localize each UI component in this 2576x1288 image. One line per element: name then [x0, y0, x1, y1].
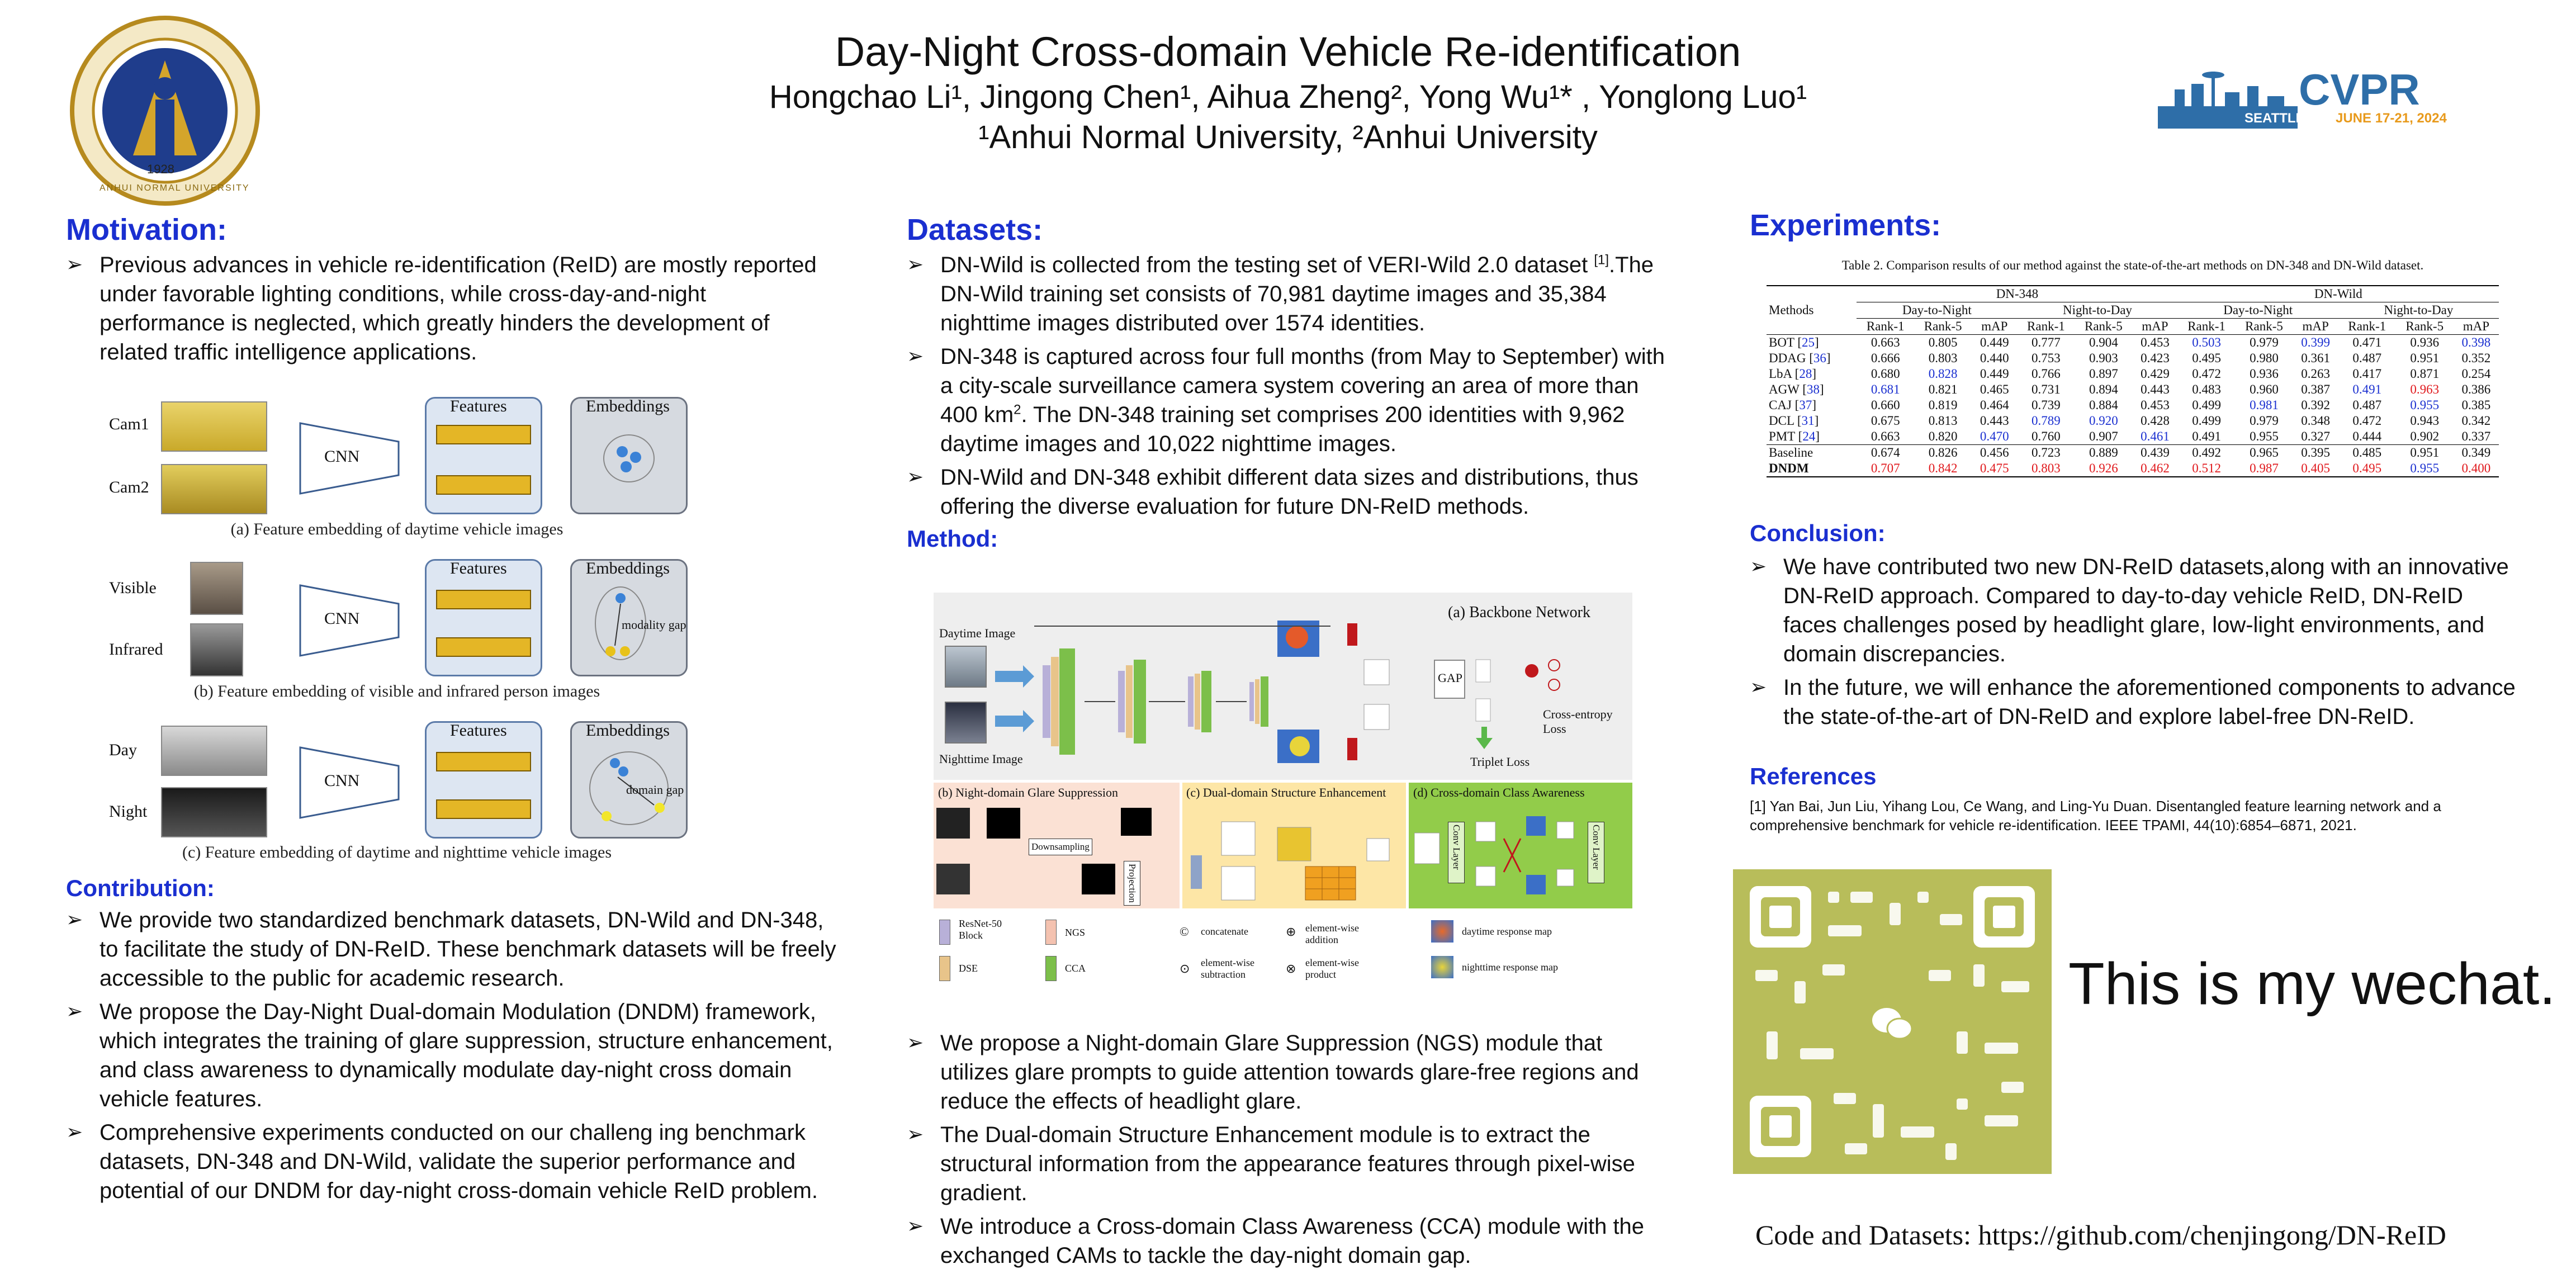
- table-cell: 0.465: [1980, 382, 2009, 396]
- method-name: PMT [24]: [1769, 429, 1820, 443]
- table-cell: 0.449: [1980, 367, 2009, 381]
- cnn-label: CNN: [324, 609, 360, 628]
- add-icon: ⊕: [1286, 925, 1296, 939]
- datasets-heading: Datasets:: [907, 213, 1043, 247]
- gap-label: GAP: [1438, 671, 1463, 685]
- table-cell: 0.819: [1928, 398, 1958, 412]
- table-cell: 0.392: [2301, 398, 2331, 412]
- method-list: [907, 1029, 1673, 1275]
- citation-link[interactable]: 38: [1806, 382, 1820, 396]
- person-image: [190, 623, 243, 676]
- table-cell: 0.472: [2192, 367, 2221, 381]
- fig-caption-b: (b) Feature embedding of visible and infrared person images: [193, 682, 600, 700]
- table-row: [1767, 429, 2499, 445]
- feature-bars: [436, 425, 531, 444]
- nighttime-image: [945, 702, 987, 744]
- triplet-loss-label: Triplet Loss: [1470, 755, 1530, 769]
- features-label: Features: [450, 559, 507, 577]
- table-cell: 0.963: [2410, 382, 2440, 396]
- contribution-heading: Contribution:: [66, 875, 215, 901]
- table-cell: 0.348: [2301, 414, 2331, 428]
- legend-resnet: ResNet-50 Block: [959, 918, 1002, 941]
- contribution-bullet: ➢ We provide two standardized benchmark datasets, DN-Wild and DN-348, to facilitate the study of DN-ReID. These benchmark datasets will be freely accessible to the public for academic research.: [66, 906, 837, 993]
- method-name: AGW [38]: [1769, 382, 1824, 396]
- table-cell: 0.475: [1980, 461, 2009, 475]
- metric-header: mAP: [2463, 319, 2489, 333]
- method-legend: [934, 911, 1632, 995]
- table-cell: 0.453: [2141, 335, 2170, 349]
- resnet-legend-swatch: [939, 920, 950, 945]
- car-image: [161, 401, 267, 452]
- metric-header: Rank-1: [2348, 319, 2386, 333]
- features-label: Features: [450, 721, 507, 740]
- nighttime-map-swatch: [1431, 956, 1453, 978]
- table-cell: 0.417: [2352, 367, 2382, 381]
- table-cell: 0.955: [2250, 429, 2279, 443]
- table-cell: 0.405: [2301, 461, 2331, 475]
- table-cell: 0.491: [2352, 382, 2382, 396]
- table-cell: 0.955: [2410, 461, 2440, 475]
- table-row: [1767, 445, 2499, 461]
- embedding-cluster: [595, 430, 662, 498]
- wechat-qr-code: [1733, 869, 2052, 1174]
- table-cell: 0.349: [2461, 446, 2491, 460]
- embeddings-label: Embeddings: [586, 397, 670, 415]
- table-cell: 0.499: [2192, 398, 2221, 412]
- table-cell: 0.951: [2410, 351, 2440, 365]
- table-cell: 0.826: [1928, 446, 1958, 460]
- table-cell: 0.766: [2032, 367, 2061, 381]
- setting-header: Day-to-Night: [2178, 302, 2338, 319]
- poster-title: Day-Night Cross-domain Vehicle Re-identification: [835, 29, 1741, 75]
- method-bullet: ➢ The Dual-domain Structure Enhancement module is to extract the structural information from the appearance features through pixel-wise gradient.: [907, 1120, 1673, 1208]
- dse-title: (c) Dual-domain Structure Enhancement: [1186, 785, 1386, 799]
- table-cell: 0.828: [1928, 367, 1958, 381]
- reference-item: [1] Yan Bai, Jun Liu, Yihang Lou, Ce Wang, and Ling-Yu Duan. Disentangled feature learning network and a comprehensive benchmark for vehicle re-identification. IEEE TPAMI, 44(10):6854–6871, 2021.: [1750, 798, 2441, 834]
- metric-header: mAP: [2302, 319, 2329, 333]
- table-cell: 0.443: [2141, 382, 2170, 396]
- references-heading: References: [1750, 763, 1877, 789]
- fig-a-cam2: Cam2: [109, 478, 149, 496]
- table-row: [1767, 382, 2499, 397]
- table-cell: 0.965: [2250, 446, 2279, 460]
- motivation-list: [66, 250, 832, 371]
- feature-bars: [436, 475, 531, 495]
- metric-header: Rank-5: [1924, 319, 1962, 333]
- fig-caption-a: (a) Feature embedding of daytime vehicle images: [230, 520, 564, 538]
- table-cell: 0.777: [2032, 335, 2061, 349]
- table-cell: 0.352: [2461, 351, 2491, 365]
- table-cell: 0.889: [2089, 446, 2118, 460]
- dse-diagram: [1188, 805, 1400, 906]
- daytime-image: [945, 646, 987, 688]
- results-table: [1767, 285, 2499, 477]
- cca-title: (d) Cross-domain Class Awareness: [1413, 785, 1585, 799]
- logo-year: 1928: [147, 162, 174, 176]
- table-cell: 0.920: [2089, 414, 2118, 428]
- table-cell: 0.263: [2301, 367, 2331, 381]
- metric-header-row: [1767, 319, 2499, 335]
- table-cell: 0.943: [2410, 414, 2440, 428]
- table-cell: 0.897: [2089, 367, 2118, 381]
- table-cell: 0.429: [2141, 367, 2170, 381]
- table-cell: 0.387: [2301, 382, 2331, 396]
- method-name: DCL [31]: [1769, 414, 1819, 428]
- legend-daymap: daytime response map: [1462, 926, 1552, 937]
- backbone-blocks: [995, 615, 1398, 766]
- legend-prod: element-wise product: [1305, 957, 1359, 980]
- table-cell: 0.731: [2032, 382, 2061, 396]
- table-row: [1767, 335, 2499, 351]
- conclusion-bullet: ➢ In the future, we will enhance the aforementioned components to advance the state-of-the-art of DN-ReID and explore label-free DN-ReID.: [1750, 673, 2521, 731]
- table-cell: 0.487: [2352, 351, 2382, 365]
- dataset-header: DN-348: [1857, 286, 2177, 302]
- table-cell: 0.987: [2250, 461, 2279, 475]
- table-cell: 0.660: [1871, 398, 1900, 412]
- table-cell: 0.707: [1871, 461, 1900, 475]
- car-image: [161, 787, 267, 837]
- citation-link[interactable]: 31: [1801, 414, 1815, 428]
- features-label: Features: [450, 397, 507, 415]
- table-cell: 0.400: [2461, 461, 2491, 475]
- downsampling-box: Downsampling: [1029, 839, 1092, 855]
- table-cell: 0.681: [1871, 382, 1900, 396]
- table-cell: 0.904: [2089, 335, 2118, 349]
- datasets-bullet: ➢ DN-348 is captured across four full months (from May to September) with a city-scale surveillance camera system covering an area of more than 400 $km^2$. The DN-348 training set comprises 200 identities with 9,962 daytime images and 10,022 nighttime images.: [907, 342, 1673, 458]
- table-row: [1767, 461, 2499, 477]
- table-cell: 0.491: [2192, 429, 2221, 443]
- metric-header: Rank-5: [2084, 319, 2123, 333]
- daytime-image-label: Daytime Image: [939, 626, 1016, 640]
- cvpr-text: CVPR: [2299, 65, 2420, 114]
- feature-bars: [436, 799, 531, 819]
- table-cell: 0.663: [1871, 335, 1900, 349]
- ngs-title: (b) Night-domain Glare Suppression: [938, 785, 1118, 799]
- contribution-bullet: ➢ We propose the Day-Night Dual-domain Modulation (DNDM) framework, which integrates the training of glare suppression, structure enhancement, and class awareness to dynamically modulate day-night cross domain vehicle features.: [66, 997, 837, 1114]
- table-row: [1767, 413, 2499, 429]
- conclusion-heading: Conclusion:: [1750, 520, 1886, 546]
- table-cell: 0.820: [1928, 429, 1958, 443]
- setting-header: Day-to-Night: [1857, 302, 2017, 319]
- method-name: LbA [28]: [1769, 367, 1816, 381]
- fig-b-visible: Visible: [109, 579, 157, 597]
- table-cell: 0.423: [2141, 351, 2170, 365]
- table-cell: 0.495: [2192, 351, 2221, 365]
- citation-link[interactable]: 25: [1802, 335, 1815, 349]
- cnn-label: CNN: [324, 771, 360, 790]
- table-cell: 0.503: [2192, 335, 2221, 349]
- table-cell: 0.663: [1871, 429, 1900, 443]
- table-cell: 0.803: [2032, 461, 2061, 475]
- table-cell: 0.472: [2352, 414, 2382, 428]
- table-cell: 0.884: [2089, 398, 2118, 412]
- code-link[interactable]: Code and Datasets: https://github.com/chenjingong/DN-ReID: [1755, 1219, 2446, 1251]
- wechat-caption: This is my wechat.: [2068, 951, 2556, 1017]
- projection-box: Projection: [1124, 861, 1140, 906]
- table-cell: 0.674: [1871, 446, 1900, 460]
- legend-nightmap: nighttime response map: [1462, 962, 1558, 973]
- table-cell: 0.399: [2301, 335, 2331, 349]
- table-cell: 0.936: [2410, 335, 2440, 349]
- citation-link[interactable]: 36: [1813, 351, 1826, 365]
- fig-a-cam1: Cam1: [109, 415, 149, 433]
- metric-header: Rank-5: [2405, 319, 2444, 333]
- setting-header: Night-to-Day: [2017, 302, 2177, 319]
- table-cell: 0.453: [2141, 398, 2170, 412]
- results-table-wrap: [1767, 285, 2499, 477]
- table-cell: 0.789: [2032, 414, 2061, 428]
- table-cell: 0.398: [2461, 335, 2491, 349]
- cvpr-logo: [2158, 67, 2516, 129]
- table-cell: 0.979: [2250, 414, 2279, 428]
- modality-gap-label: modality gap: [622, 618, 686, 632]
- table-cell: 0.753: [2032, 351, 2061, 365]
- table-cell: 0.464: [1980, 398, 2009, 412]
- method-name: Baseline: [1769, 446, 1813, 460]
- backbone-label: (a) Backbone Network: [1448, 604, 1591, 621]
- ce-loss-label: Cross-entropy Loss: [1543, 707, 1613, 736]
- table-cell: 0.254: [2461, 367, 2491, 381]
- sub-icon: ⊙: [1180, 962, 1190, 976]
- fig-c-day: Day: [109, 741, 137, 759]
- citation-link[interactable]: 37: [1799, 398, 1812, 412]
- dataset-header: DN-Wild: [2178, 286, 2499, 302]
- car-image: [161, 464, 267, 514]
- metric-header: Rank-1: [1866, 319, 1905, 333]
- table-cell: 0.342: [2461, 414, 2491, 428]
- motivation-bullet: ➢ Previous advances in vehicle re-identification (ReID) are mostly reported under favorable lighting conditions, while cross-day-and-night performance is neglected, which greatly hinders the development of related traffic intelligence applications.: [66, 250, 832, 367]
- table-cell: 0.821: [1928, 382, 1958, 396]
- metric-header: mAP: [1981, 319, 2008, 333]
- conclusion-bullet: ➢ We have contributed two new DN-ReID datasets,along with an innovative DN-ReID approach. Compared to day-to-day vehicle ReID, DN-ReID faces challenges posed by headlight glare, low-light environments, and domain discrepancies.: [1750, 552, 2521, 669]
- feature-bars: [436, 752, 531, 771]
- citation: [1]: [1594, 252, 1609, 268]
- method-name: DNDM: [1769, 461, 1809, 475]
- table-cell: 0.492: [2192, 446, 2221, 460]
- prod-icon: ⊗: [1286, 962, 1296, 976]
- ngs-mask: [1121, 808, 1152, 836]
- experiments-heading: Experiments:: [1750, 209, 1942, 242]
- method-name: CAJ [37]: [1769, 398, 1816, 412]
- table-cell: 0.871: [2410, 367, 2440, 381]
- table-cell: 0.443: [1980, 414, 2009, 428]
- table-cell: 0.894: [2089, 382, 2118, 396]
- fig-b-infrared: Infrared: [109, 640, 163, 659]
- table-cell: 0.760: [2032, 429, 2061, 443]
- affiliations: ¹Anhui Normal University, ²Anhui University: [978, 119, 1598, 155]
- table-cell: 0.960: [2250, 382, 2279, 396]
- feature-bars: [436, 637, 531, 657]
- table-cell: 0.385: [2461, 398, 2491, 412]
- table-cell: 0.512: [2192, 461, 2221, 475]
- table-cell: 0.723: [2032, 446, 2061, 460]
- method-heading: Method:: [907, 525, 998, 552]
- table-row: [1767, 366, 2499, 382]
- table-cell: 0.666: [1871, 351, 1900, 365]
- dse-legend-swatch: [939, 956, 950, 981]
- table-cell: 0.805: [1928, 335, 1958, 349]
- motivation-heading: Motivation:: [66, 213, 227, 247]
- table-cell: 0.439: [2141, 446, 2170, 460]
- authors: Hongchao Li¹, Jingong Chen¹, Aihua Zheng², Yong Wu¹* , Yonglong Luo¹: [769, 79, 1807, 115]
- table-cell: 0.361: [2301, 351, 2331, 365]
- table-cell: 0.485: [2352, 446, 2382, 460]
- table-cell: 0.981: [2250, 398, 2279, 412]
- ngs-mask: [1082, 864, 1115, 894]
- method-name: DDAG [36]: [1769, 351, 1831, 365]
- motivation-figure: [101, 391, 704, 872]
- loss-graph: [1470, 648, 1593, 760]
- cca-conv-layer: Conv Layer: [1588, 822, 1604, 883]
- table-cell: 0.903: [2089, 351, 2118, 365]
- fig-c-night: Night: [109, 802, 148, 821]
- table-row: [1767, 397, 2499, 413]
- legend-sub: element-wise subtraction: [1201, 957, 1254, 980]
- table-cell: 0.842: [1928, 461, 1958, 475]
- ngs-image: [936, 864, 970, 894]
- nighttime-image-label: Nighttime Image: [939, 752, 1023, 766]
- table-cell: 0.444: [2352, 429, 2382, 443]
- feature-bars: [436, 590, 531, 609]
- table-cell: 0.680: [1871, 367, 1900, 381]
- legend-dse: DSE: [959, 963, 978, 974]
- table-cell: 0.813: [1928, 414, 1958, 428]
- metric-header: Rank-1: [2187, 319, 2225, 333]
- ngs-legend-swatch: [1045, 920, 1057, 945]
- table-cell: 0.428: [2141, 414, 2170, 428]
- cvpr-location: SEATTLE, WA: [2244, 111, 2334, 126]
- concat-icon: ©: [1180, 925, 1189, 939]
- cnn-label: CNN: [324, 447, 360, 466]
- table-cell: 0.337: [2461, 429, 2491, 443]
- table-cell: 0.739: [2032, 398, 2061, 412]
- embeddings-label: Embeddings: [586, 559, 670, 577]
- table-cell: 0.926: [2089, 461, 2118, 475]
- table-cell: 0.483: [2192, 382, 2221, 396]
- cvpr-date: JUNE 17-21, 2024: [2336, 111, 2447, 126]
- results-body: [1767, 335, 2499, 477]
- daytime-map-swatch: [1431, 920, 1453, 943]
- methods-header: Methods: [1767, 286, 1857, 335]
- table-caption: Table 2. Comparison results of our method against the state-of-the-art methods on DN-348 and DN-Wild dataset.: [1841, 258, 2424, 272]
- table-cell: 0.470: [1980, 429, 2009, 443]
- embeddings-label: Embeddings: [586, 721, 670, 740]
- table-cell: 0.803: [1928, 351, 1958, 365]
- table-cell: 0.979: [2250, 335, 2279, 349]
- table-cell: 0.955: [2410, 398, 2440, 412]
- datasets-bullet: ➢ DN-Wild and DN-348 exhibit different data sizes and distributions, thus offering the diverse evaluation for future DN-ReID methods.: [907, 463, 1673, 521]
- table-row: [1767, 351, 2499, 366]
- table-cell: 0.980: [2250, 351, 2279, 365]
- domain-gap-label: domain gap: [626, 783, 684, 797]
- legend-cca: CCA: [1065, 963, 1086, 974]
- cca-legend-swatch: [1045, 956, 1057, 981]
- table-cell: 0.471: [2352, 335, 2382, 349]
- table-cell: 0.461: [2141, 429, 2170, 443]
- metric-header: Rank-1: [2027, 319, 2065, 333]
- person-image: [190, 562, 243, 615]
- table-cell: 0.386: [2461, 382, 2491, 396]
- table-cell: 0.449: [1980, 335, 2009, 349]
- method-bullet: ➢ We introduce a Cross-domain Class Awareness (CCA) module with the exchanged CAMs to tackle the day-night domain gap.: [907, 1212, 1673, 1270]
- table-cell: 0.327: [2301, 429, 2331, 443]
- ngs-mask: [987, 808, 1020, 839]
- cca-diagram: [1414, 811, 1627, 906]
- table-cell: 0.462: [2141, 461, 2170, 475]
- contribution-list: [66, 906, 837, 1210]
- legend-add: element-wise addition: [1305, 922, 1359, 945]
- table-cell: 0.456: [1980, 446, 2009, 460]
- table-cell: 0.902: [2410, 429, 2440, 443]
- fig-caption-c: (c) Feature embedding of daytime and nighttime vehicle images: [182, 843, 612, 861]
- cca-conv-layer: Conv Layer: [1448, 822, 1465, 883]
- method-bullet: ➢ We propose a Night-domain Glare Suppression (NGS) module that utilizes glare prompts to guide attention towards glare-free regions and reduce the effects of headlight glare.: [907, 1029, 1673, 1116]
- table-cell: 0.675: [1871, 414, 1900, 428]
- citation-link[interactable]: 24: [1802, 429, 1816, 443]
- logo-name: ANHUI NORMAL UNIVERSITY: [100, 183, 250, 193]
- table-cell: 0.487: [2352, 398, 2382, 412]
- table-cell: 0.499: [2192, 414, 2221, 428]
- car-image: [161, 726, 267, 776]
- conclusion-list: [1750, 552, 2521, 736]
- metric-header: Rank-5: [2245, 319, 2283, 333]
- table-cell: 0.395: [2301, 446, 2331, 460]
- table-cell: 0.936: [2250, 367, 2279, 381]
- datasets-list: [907, 250, 1673, 525]
- table-cell: 0.907: [2089, 429, 2118, 443]
- metric-header: mAP: [2142, 319, 2168, 333]
- method-name: BOT [25]: [1769, 335, 1819, 349]
- table-cell: 0.440: [1980, 351, 2009, 365]
- legend-concat: concatenate: [1201, 926, 1248, 937]
- ngs-image: [936, 808, 970, 839]
- contribution-bullet: ➢ Comprehensive experiments conducted on our challeng ing benchmark datasets, DN-348 and DN-Wild, validate the superior performance and potential of our DNDM for day-night cross-domain vehicle ReID problem.: [66, 1118, 837, 1205]
- legend-ngs: NGS: [1065, 927, 1086, 938]
- datasets-bullet: ➢ DN-Wild is collected from the testing set of VERI-Wild 2.0 dataset [1].The DN-Wild training set consists of 70,981 daytime images and 35,384 nighttime images distributed over 1574 identities.: [907, 250, 1673, 338]
- method-figure: [934, 593, 1632, 995]
- table-cell: 0.951: [2410, 446, 2440, 460]
- citation-link[interactable]: 28: [1799, 367, 1812, 381]
- table-cell: 0.495: [2352, 461, 2382, 475]
- setting-header: Night-to-Day: [2338, 302, 2499, 319]
